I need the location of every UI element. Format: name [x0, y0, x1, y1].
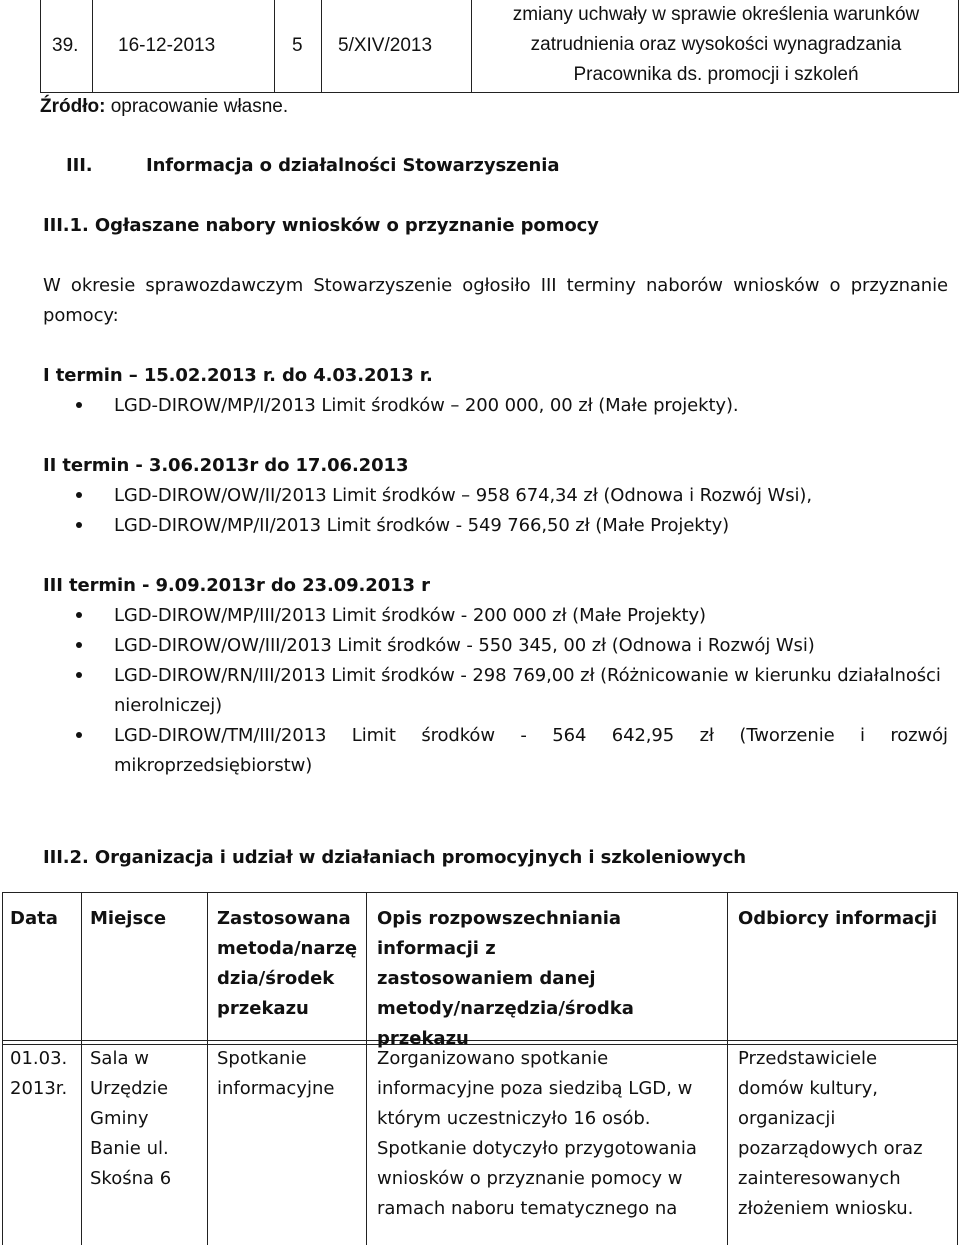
cell-line: zainteresowanych	[738, 1168, 901, 1189]
section-title: Informacja o działalności Stowarzyszenia	[146, 155, 560, 176]
item-word: (Tworzenie	[739, 725, 835, 746]
section-number: III.	[66, 155, 93, 176]
intro-paragraph-line: W okresie sprawozdawczym Stowarzyszenie ogłosiło III terminy naborów wniosków o przyznanie	[43, 275, 948, 296]
table-cell-date	[10, 1044, 67, 1104]
header-line: metody/narzędzia/środka przekazu	[377, 998, 634, 1049]
bullet-icon	[76, 732, 82, 738]
cell-line: którym uczestniczyło 16 osób.	[377, 1108, 651, 1129]
table-border	[2, 892, 957, 893]
cell-line: organizacji	[738, 1108, 836, 1129]
header-line: dzia/środek	[217, 968, 335, 989]
item-word: środków	[421, 725, 495, 746]
column-divider	[274, 0, 275, 92]
cell-line: Spotkanie dotyczyło przygotowania	[377, 1138, 697, 1159]
cell-line: informacyjne poza siedzibą LGD, w	[377, 1078, 693, 1099]
subsection-title: Ogłaszane nabory wniosków o przyznanie pomocy	[88, 215, 599, 236]
table-cell-place	[90, 1044, 171, 1194]
header-line: przekazu	[217, 998, 309, 1019]
item-word: zł	[699, 725, 714, 746]
term-item: LGD-DIROW/MP/III/2013 Limit środków - 200 000 zł (Małe Projekty)	[114, 605, 706, 626]
bullet-icon	[76, 642, 82, 648]
column-header-place: Miejsce	[90, 908, 167, 929]
term-item: LGD-DIROW/MP/II/2013 Limit środków - 549 766,50 zł (Małe Projekty)	[114, 515, 730, 536]
cell-line: Zorganizowano spotkanie	[377, 1048, 609, 1069]
term-heading: II termin - 3.06.2013r do 17.06.2013	[43, 455, 409, 476]
table-cell-method	[217, 1044, 334, 1104]
source-text: opracowanie własne.	[105, 96, 289, 117]
source-note	[40, 92, 288, 122]
row-number: 39.	[52, 35, 79, 56]
term-item-continuation: mikroprzedsiębiorstw)	[114, 755, 313, 776]
column-header-recipients: Odbiorcy informacji	[738, 908, 938, 929]
bullet-icon	[76, 522, 82, 528]
bullet-icon	[76, 402, 82, 408]
column-header-date: Data	[10, 908, 58, 929]
cell-line: 01.03.	[10, 1048, 68, 1069]
term-heading: III termin - 9.09.2013r do 23.09.2013 r	[43, 575, 430, 596]
cell-line: złożeniem wniosku.	[738, 1198, 914, 1219]
bullet-icon	[76, 612, 82, 618]
cell-line: pozarządowych oraz	[738, 1138, 923, 1159]
table-border	[366, 892, 367, 1245]
cell-line: Banie ul.	[90, 1138, 169, 1159]
item-word: LGD-DIROW/TM/III/2013	[114, 725, 327, 746]
bullet-icon	[76, 492, 82, 498]
item-word: i	[860, 725, 865, 746]
cell-line: Przedstawiciele	[738, 1048, 878, 1069]
term-item: LGD-DIROW/OW/II/2013 Limit środków – 958 674,34 zł (Odnowa i Rozwój Wsi),	[114, 485, 812, 506]
table-border	[207, 892, 208, 1245]
subsection-number: III.1.	[43, 215, 89, 236]
header-line: Opis rozpowszechniania informacji z	[377, 908, 622, 959]
column-header-method	[217, 904, 363, 1024]
item-word: 564	[552, 725, 587, 746]
item-word: rozwój	[890, 725, 948, 746]
cell-line: Sala w	[90, 1048, 149, 1069]
subsection-heading	[43, 843, 746, 873]
intro-paragraph-line: pomocy:	[43, 305, 119, 326]
item-word: Limit	[351, 725, 396, 746]
table-cell-recipients	[738, 1044, 923, 1224]
cell-line: Gminy	[90, 1108, 149, 1129]
header-line: zastosowaniem danej	[377, 968, 596, 989]
table-border	[727, 892, 728, 1245]
table-cell-description	[377, 1044, 697, 1224]
header-line: metoda/narzę	[217, 938, 358, 959]
column-divider	[321, 0, 322, 92]
cell-line: wniosków o przyznanie pomocy w	[377, 1168, 683, 1189]
table-border	[81, 892, 82, 1245]
term-item: LGD-DIROW/OW/III/2013 Limit środków - 550 345, 00 zł (Odnowa i Rozwój Wsi)	[114, 635, 815, 656]
cell-line: ramach naboru tematycznego na	[377, 1198, 678, 1219]
cell-line: Urzędzie	[90, 1078, 169, 1099]
column-divider	[92, 0, 93, 92]
subsection-number: III.2.	[43, 847, 89, 868]
row-description	[478, 0, 954, 90]
row-date: 16-12-2013	[118, 35, 216, 56]
header-line: Zastosowana	[217, 908, 351, 929]
cell-line: informacyjne	[217, 1078, 335, 1099]
item-word: -	[520, 725, 527, 746]
term-item	[114, 721, 948, 751]
term-item: LGD-DIROW/MP/I/2013 Limit środków – 200 000, 00 zł (Małe projekty).	[114, 395, 739, 416]
source-label: Źródło:	[40, 96, 106, 117]
table-border	[2, 892, 3, 1245]
table-border	[957, 892, 958, 1245]
cell-line: Skośna 6	[90, 1168, 172, 1189]
cell-line: Spotkanie	[217, 1048, 307, 1069]
column-header-description	[377, 904, 725, 1054]
term-item: LGD-DIROW/RN/III/2013 Limit środków - 298 769,00 zł (Różnicowanie w kierunku działalności	[114, 665, 941, 686]
row-resolution: 5/XIV/2013	[338, 35, 433, 56]
cell-line: domów kultury,	[738, 1078, 878, 1099]
description-line: Pracownika ds. promocji i szkoleń	[573, 64, 859, 85]
bullet-icon	[76, 672, 82, 678]
subsection-title: Organizacja i udział w działaniach promocyjnych i szkoleniowych	[88, 847, 746, 868]
term-heading: I termin – 15.02.2013 r. do 4.03.2013 r.	[43, 365, 433, 386]
item-word: 642,95	[611, 725, 675, 746]
term-item-continuation: nierolniczej)	[114, 695, 223, 716]
cell-line: 2013r.	[10, 1078, 68, 1099]
description-line: zmiany uchwały w sprawie określenia warunków	[512, 4, 920, 25]
subsection-heading	[43, 211, 599, 241]
description-line: zatrudnienia oraz wysokości wynagradzania	[530, 34, 902, 55]
row-count: 5	[292, 35, 303, 56]
column-divider	[471, 0, 472, 92]
